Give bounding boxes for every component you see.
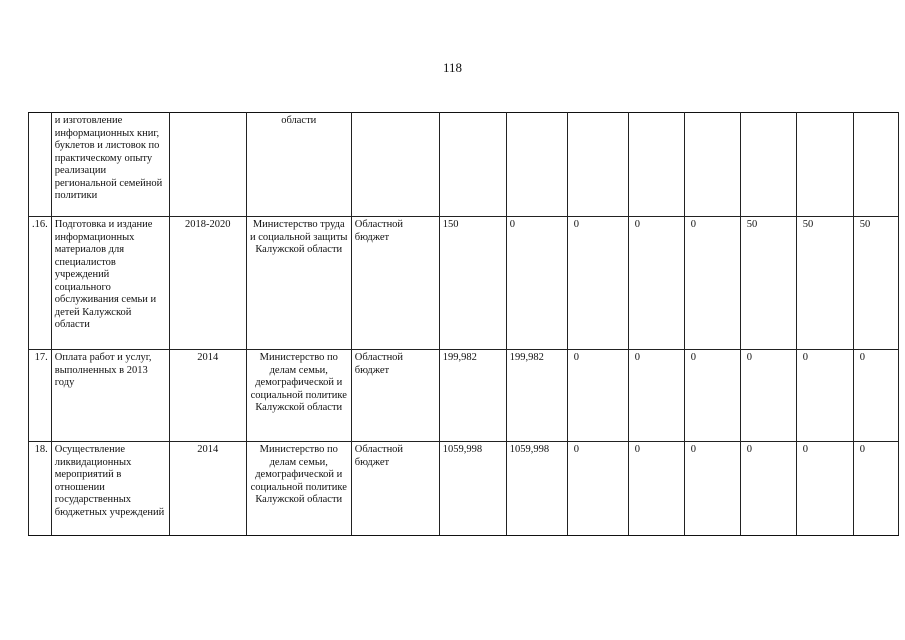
- executor-cell: Министерство труда и социальной защиты Калужской области: [246, 217, 351, 350]
- activity-name: Подготовка и издание информационных материалов для специалистов учреждений социального обслуживания семьи и детей Калужской области: [51, 217, 169, 350]
- row-number: [29, 113, 52, 217]
- value-2017: 0: [684, 350, 740, 442]
- value-2020: 0: [853, 442, 898, 536]
- funding-source: Областной бюджет: [351, 442, 439, 536]
- page-number: 118: [442, 60, 463, 75]
- value-2015: [567, 113, 628, 217]
- row-number: .16.: [29, 217, 52, 350]
- period-cell: 2014: [169, 350, 246, 442]
- activity-name: Осуществление ликвидационных мероприятий в отношении государственных бюджетных учреждений: [51, 442, 169, 536]
- period-cell: 2014: [169, 442, 246, 536]
- value-2018: [740, 113, 796, 217]
- value-2018: 0: [740, 442, 796, 536]
- value-2016: 0: [628, 217, 684, 350]
- value-total: 199,982: [439, 350, 506, 442]
- executor-cell: Министерство по делам семьи, демографической и социальной политике Калужской области: [246, 442, 351, 536]
- executor-cell: области: [246, 113, 351, 217]
- value-2016: [628, 113, 684, 217]
- value-2014: 1059,998: [506, 442, 567, 536]
- value-total: 1059,998: [439, 442, 506, 536]
- funding-source: [351, 113, 439, 217]
- period-cell: 2018-2020: [169, 217, 246, 350]
- activity-name: и изготовление информационных книг, буклетов и листовок по практическому опыту реализации региональной семейной политики: [51, 113, 169, 217]
- table-row: [29, 217, 899, 350]
- value-2020: 0: [853, 350, 898, 442]
- value-2014: 199,982: [506, 350, 567, 442]
- value-2017: 0: [684, 442, 740, 536]
- value-total: [439, 113, 506, 217]
- value-2015: 0: [567, 350, 628, 442]
- value-2015: 0: [567, 442, 628, 536]
- value-total: 150: [439, 217, 506, 350]
- funding-source: Областной бюджет: [351, 350, 439, 442]
- value-2019: 0: [796, 442, 853, 536]
- value-2017: [684, 113, 740, 217]
- value-2014: [506, 113, 567, 217]
- value-2016: 0: [628, 442, 684, 536]
- budget-table: [28, 112, 899, 536]
- value-2016: 0: [628, 350, 684, 442]
- table-row: [29, 350, 899, 442]
- period-cell: [169, 113, 246, 217]
- value-2017: 0: [684, 217, 740, 350]
- table-row: [29, 442, 899, 536]
- value-2018: 0: [740, 350, 796, 442]
- value-2018: 50: [740, 217, 796, 350]
- value-2014: 0: [506, 217, 567, 350]
- activity-name: Оплата работ и услуг, выполненных в 2013 году: [51, 350, 169, 442]
- table-row: [29, 113, 899, 217]
- value-2019: 0: [796, 350, 853, 442]
- value-2020: 50: [853, 217, 898, 350]
- row-number: 18.: [29, 442, 52, 536]
- value-2020: [853, 113, 898, 217]
- row-number: 17.: [29, 350, 52, 442]
- executor-cell: Министерство по делам семьи, демографической и социальной политике Калужской области: [246, 350, 351, 442]
- value-2019: [796, 113, 853, 217]
- funding-source: Областной бюджет: [351, 217, 439, 350]
- value-2015: 0: [567, 217, 628, 350]
- value-2019: 50: [796, 217, 853, 350]
